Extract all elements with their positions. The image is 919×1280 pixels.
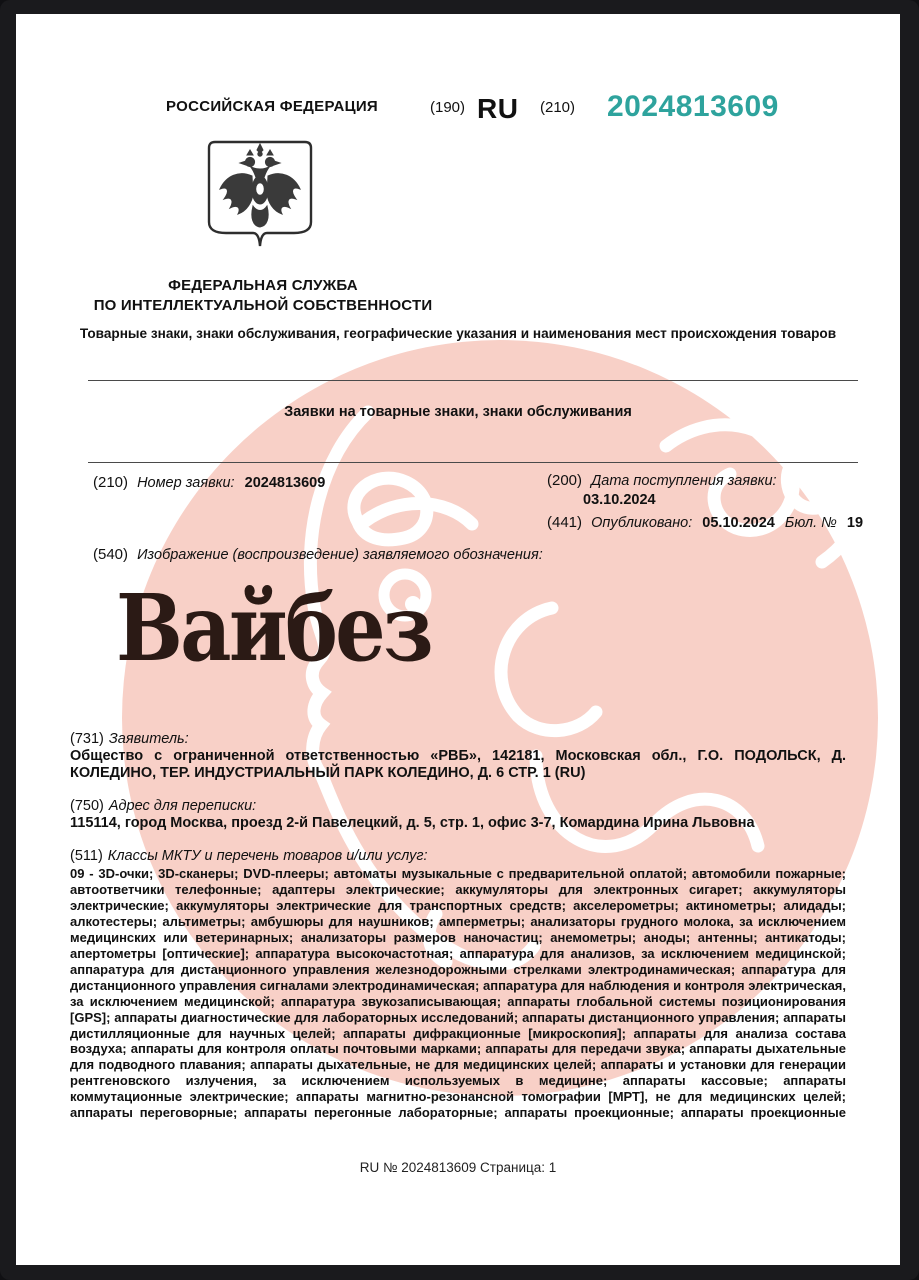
page-footer: RU № 2024813609 Страница: 1 bbox=[359, 1160, 557, 1175]
field-210-value: 2024813609 bbox=[244, 475, 326, 491]
correspondence-text: 115114, город Москва, проезд 2-й Павелецкий, д. 5, стр. 1, офис 3-7, Комардина Ирина Львовна bbox=[70, 815, 755, 831]
agency-title bbox=[72, 276, 454, 316]
inid-code-210: (210) bbox=[93, 474, 129, 491]
divider-bottom bbox=[88, 462, 858, 463]
inid-code-200: (200) bbox=[547, 472, 583, 489]
agency-line-1: ФЕДЕРАЛЬНАЯ СЛУЖБА bbox=[168, 277, 358, 294]
field-210-label: Номер заявки: bbox=[137, 475, 235, 491]
trademark-wordmark: Вайбез bbox=[116, 574, 431, 682]
publication-category: Товарные знаки, знаки обслуживания, географические указания и наименования мест происхождения товаров bbox=[79, 326, 837, 341]
field-200-value: 03.10.2024 bbox=[583, 492, 656, 508]
inid-code-540: (540) bbox=[93, 546, 129, 563]
divider-top bbox=[88, 380, 858, 381]
field-200-label: Дата поступления заявки: bbox=[591, 473, 777, 489]
inid-code-441: (441) bbox=[547, 514, 583, 531]
field-441-bulletin-label: Бюл. № bbox=[784, 515, 837, 531]
document-page bbox=[16, 14, 900, 1265]
field-540 bbox=[93, 546, 549, 563]
applicant-text: Общество с ограниченной ответственностью «РВБ», 142181, Московская обл., Г.О. ПОДОЛЬСК, Д. КОЛЕДИНО, ТЕР. ИНДУСТРИАЛЬНЫЙ ПАРК КОЛЕДИНО, Д. 6 СТР. 1 (RU) bbox=[70, 748, 846, 782]
field-441-value: 05.10.2024 bbox=[702, 515, 775, 531]
field-750-label: Адрес для переписки: bbox=[108, 798, 257, 814]
inid-code-750: (750) bbox=[70, 798, 104, 814]
coat-of-arms-icon bbox=[207, 140, 313, 252]
country-code-ru: RU bbox=[477, 93, 519, 124]
country-title: РОССИЙСКАЯ ФЕДЕРАЦИЯ bbox=[166, 98, 379, 115]
field-731-header bbox=[70, 731, 189, 747]
field-210 bbox=[93, 474, 325, 491]
section-title: Заявки на товарные знаки, знаки обслуживания bbox=[284, 404, 632, 420]
inid-code-731: (731) bbox=[70, 731, 104, 747]
field-540-label: Изображение (воспроизведение) заявляемого обозначения: bbox=[137, 547, 543, 563]
field-511-label: Классы МКТУ и перечень товаров и/или услуг: bbox=[107, 848, 428, 864]
inid-code-511: (511) bbox=[70, 848, 103, 864]
agency-line-2: ПО ИНТЕЛЛЕКТУАЛЬНОЙ СОБСТВЕННОСТИ bbox=[93, 297, 433, 314]
field-511-header bbox=[70, 848, 428, 864]
application-number-header: 2024813609 bbox=[607, 90, 779, 123]
inid-code-210-top: (210) bbox=[540, 99, 576, 116]
field-200 bbox=[547, 472, 783, 489]
field-441-label: Опубликовано: bbox=[591, 515, 693, 531]
inid-code-190: (190) bbox=[430, 99, 466, 116]
goods-list-text: 09 - 3D-очки; 3D-сканеры; DVD-плееры; автоматы музыкальные с предварительной оплатой; автомобили пожарные; автоответчики телефонные; адаптеры электрические; аккумуляторы для электронных сигарет; аккумуляторы электрические; аккумуляторы электрические для транспортных средств; акселерометры; актинометры; алидады; алкотестеры; альтиметры; амбушюры для наушников; амперметры; анализаторы грудного молока, за исключением медицинских или ветеринарных; анализаторы размеров наночастиц; анемометры; аноды; антенны; антикатоды; апертометры [оптические]; аппаратура высокочастотная; аппаратура для анализов, за исключением медицинской; аппаратура для дистанционного управления железнодорожными стрелками электродинамическая; аппаратура для дистанционного управления сигналами электродинамическая; аппаратура для наблюдения и контроля электрическая, за исключением медицинской; аппаратура звукозаписывающая; аппараты глобальной системы позиционирования [GPS]; аппараты диагностические для лабораторных исследований; аппараты дистанционного управления; аппараты дистилляционные для научных целей; аппараты дифракционные [микроскопия]; аппараты для анализа состава воздуха; аппараты для контроля оплаты почтовыми марками; аппараты для передачи звука; аппараты дыхательные для подводного плавания; аппараты дыхательные, не для медицинских целей; аппараты и установки для генерации рентгеновского излучения, за исключением используемых в медицине; аппараты кассовые; аппараты коммутационные электрические; аппараты магнитно-резонансной томографии [МРТ], не для медицинских целей; аппараты переговорные; аппараты перегонные лабораторные; аппараты проекционные; аппараты проекционные bbox=[70, 866, 846, 1121]
field-750-header bbox=[70, 798, 256, 814]
field-441-bulletin-value: 19 bbox=[846, 515, 864, 531]
field-731-label: Заявитель: bbox=[108, 731, 189, 747]
field-200-value-row bbox=[583, 492, 656, 508]
field-441 bbox=[547, 514, 863, 531]
